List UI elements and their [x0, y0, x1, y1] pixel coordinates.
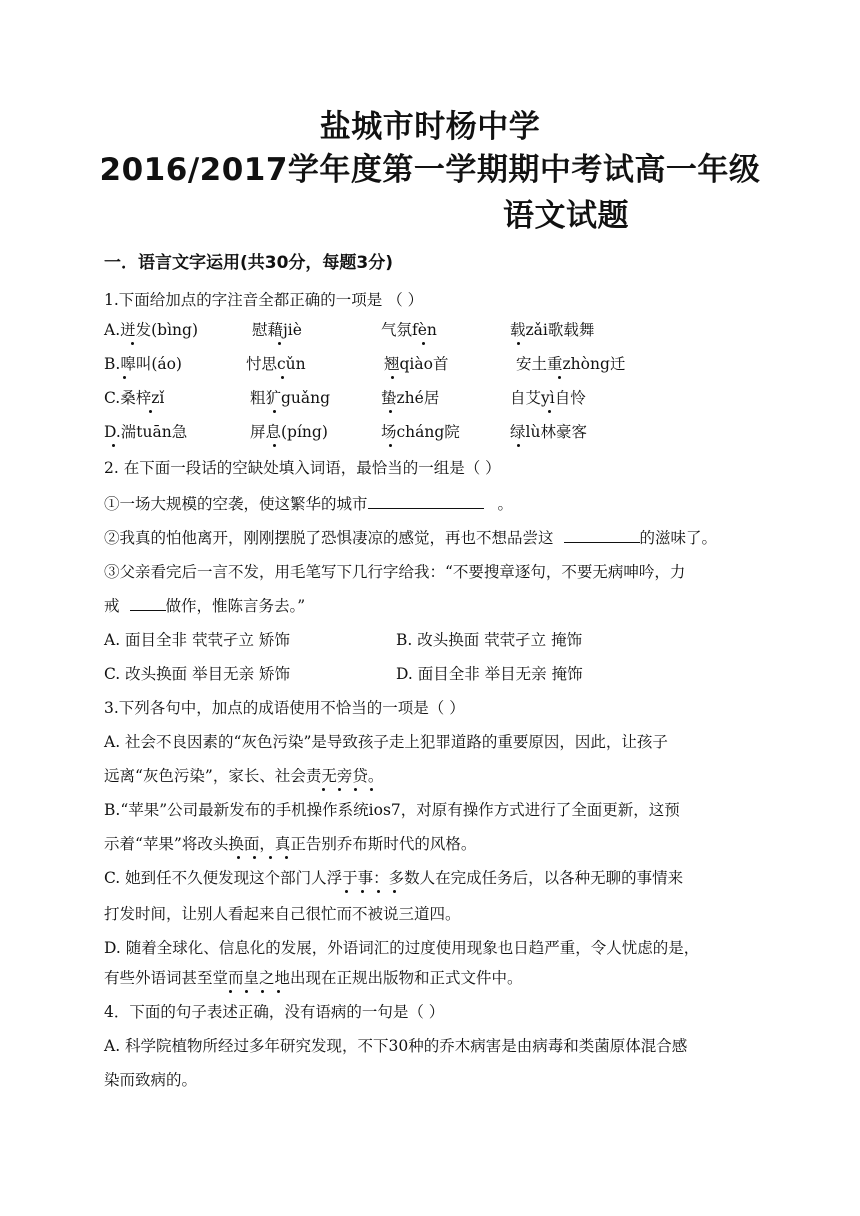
- q2-option-c: C. 改头换面 举目无亲 矫饰: [104, 665, 291, 683]
- emphasis-dot: [517, 342, 520, 345]
- q3-option-c-line-2: 打发时间，让别人看起来自己很忙而不被说三道四。: [104, 905, 461, 923]
- q2-sentence-1-end: 。: [497, 495, 514, 513]
- emphasis-dot: [422, 342, 425, 345]
- q4-option-a-line-2: 染而致病的。: [104, 1071, 198, 1089]
- emphasis-dot: [354, 788, 357, 791]
- q2-sentence-2: [104, 526, 717, 550]
- emphasis-dot: [273, 444, 276, 447]
- q3-option-b-line-1: B.“苹果”公司最新发布的手机操作系统ios7，对原有操作方式进行了全面更新，这预: [104, 801, 680, 819]
- q1-option-c-1: C.桑梓zǐ: [104, 389, 165, 407]
- q1-option-d-3: 场cháng院: [381, 423, 460, 441]
- q1-option-d-2: 屏息(píng): [250, 423, 328, 441]
- q1-option-d-1: D.湍tuān急: [104, 423, 188, 441]
- q2-sentence-3-word: 戒: [104, 597, 120, 615]
- q2-blank-3: [130, 594, 166, 611]
- emphasis-dot: [558, 376, 561, 379]
- emphasis-dot: [391, 376, 394, 379]
- emphasis-dot: [338, 788, 341, 791]
- q2-blank-2: [564, 526, 640, 543]
- q4-option-a-line-1: A. 科学院植物所经过多年研究发现，不下30种的乔木病害是由病毒和类菌原体混合感: [104, 1037, 688, 1055]
- q1-option-c-3: 蛰zhé居: [381, 389, 440, 407]
- emphasis-dot: [149, 410, 152, 413]
- question-4-stem: 4．下面的句子表述正确，没有语病的一句是（ ）: [104, 1003, 445, 1021]
- q3-option-d-line-1: D. 随着全球化、信息化的发展，外语词汇的过度使用现象也日趋严重，令人忧虑的是，: [104, 939, 700, 957]
- question-3-stem: 3.下列各句中，加点的成语使用不恰当的一项是（ ）: [104, 699, 465, 717]
- emphasis-dot: [285, 856, 288, 859]
- q3-option-d-line-2: 有些外语词甚至堂而皇之地出现在正规出版物和正式文件中。: [104, 969, 523, 987]
- q1-option-a-4: 载zǎi歌载舞: [510, 321, 595, 339]
- emphasis-dot: [278, 342, 281, 345]
- emphasis-dot: [517, 444, 520, 447]
- emphasis-dot: [269, 856, 272, 859]
- q1-option-a-3: 气氛fèn: [381, 321, 437, 339]
- emphasis-dot: [261, 990, 264, 993]
- q2-sentence-2-text: ②我真的怕他离开，刚刚摆脱了恐惧凄凉的感觉，再也不想品尝这: [104, 529, 554, 547]
- emphasis-dot: [377, 890, 380, 893]
- emphasis-dot: [253, 856, 256, 859]
- q3-option-b-line-2: 示着“苹果”将改头换面，真正告别乔布斯时代的风格。: [104, 835, 477, 853]
- school-title: 盐城市时杨中学: [319, 109, 541, 145]
- emphasis-dot: [389, 410, 392, 413]
- q1-option-b-3: 翘qiào首: [384, 355, 449, 373]
- q3-option-a-line-2: 远离“灰色污染”，家长、社会责无旁贷。: [104, 767, 384, 785]
- emphasis-dot: [393, 890, 396, 893]
- q1-option-c-4: 自艾yì自怜: [510, 389, 586, 407]
- emphasis-dot: [237, 856, 240, 859]
- q1-option-c-2: 粗犷guǎng: [250, 389, 331, 407]
- emphasis-dot: [277, 990, 280, 993]
- section-heading: 一．语言文字运用(共30分，每题3分): [104, 253, 394, 273]
- q3-option-a-line-1: A. 社会不良因素的“灰色污染”是导致孩子走上犯罪道路的重要原因，因此，让孩子: [104, 733, 668, 751]
- question-1-stem: 1.下面给加点的字注音全都正确的一项是 （ ）: [104, 291, 424, 309]
- q2-sentence-3-cont: [104, 594, 305, 618]
- q1-option-b-2: 忖思cǔn: [246, 355, 306, 373]
- q2-option-b: B. 改头换面 茕茕孑立 掩饰: [396, 631, 583, 649]
- q1-option-a-1: A.迸发(bìng): [104, 321, 198, 339]
- q1-option-a-2: 慰藉jiè: [252, 321, 302, 339]
- exam-title: 2016/2017学年度第一学期期中考试高一年级: [99, 152, 761, 188]
- question-2-stem: 2. 在下面一段话的空缺处填入词语，最恰当的一组是（ ）: [104, 459, 501, 477]
- q2-sentence-2-end: 的滋味了。: [639, 529, 718, 547]
- q2-option-d: D. 面目全非 举目无亲 掩饰: [396, 665, 583, 683]
- emphasis-dot: [131, 342, 134, 345]
- emphasis-dot: [370, 788, 373, 791]
- subject-title: 语文试题: [503, 198, 629, 234]
- emphasis-dot: [548, 410, 551, 413]
- emphasis-dot: [245, 990, 248, 993]
- emphasis-dot: [229, 990, 232, 993]
- q2-sentence-3-end: 做作，惟陈言务去。”: [165, 597, 306, 615]
- emphasis-dot: [322, 788, 325, 791]
- q2-sentence-1-text: ①一场大规模的空袭，使这繁华的城市: [104, 495, 368, 513]
- q2-sentence-3: ③父亲看完后一言不发，用毛笔写下几行字给我：“不要搜章逐句，不要无病呻吟，力: [104, 563, 686, 581]
- q2-option-a: A. 面目全非 茕茕孑立 矫饰: [104, 631, 290, 649]
- q1-option-d-4: 绿lù林豪客: [510, 423, 587, 441]
- q1-option-b-1: B.嗥叫(áo): [104, 355, 182, 373]
- q2-blank-1: [368, 492, 484, 509]
- q1-option-b-4: 安土重zhòng迁: [516, 355, 626, 373]
- q2-sentence-1: [104, 492, 513, 516]
- emphasis-dot: [345, 890, 348, 893]
- emphasis-dot: [273, 410, 276, 413]
- emphasis-dot: [389, 444, 392, 447]
- emphasis-dot: [361, 890, 364, 893]
- emphasis-dot: [281, 376, 284, 379]
- emphasis-dot: [112, 444, 115, 447]
- emphasis-dot: [123, 376, 126, 379]
- q3-option-c-line-1: C. 她到任不久便发现这个部门人浮于事：多数人在完成任务后，以各种无聊的事情来: [104, 869, 684, 887]
